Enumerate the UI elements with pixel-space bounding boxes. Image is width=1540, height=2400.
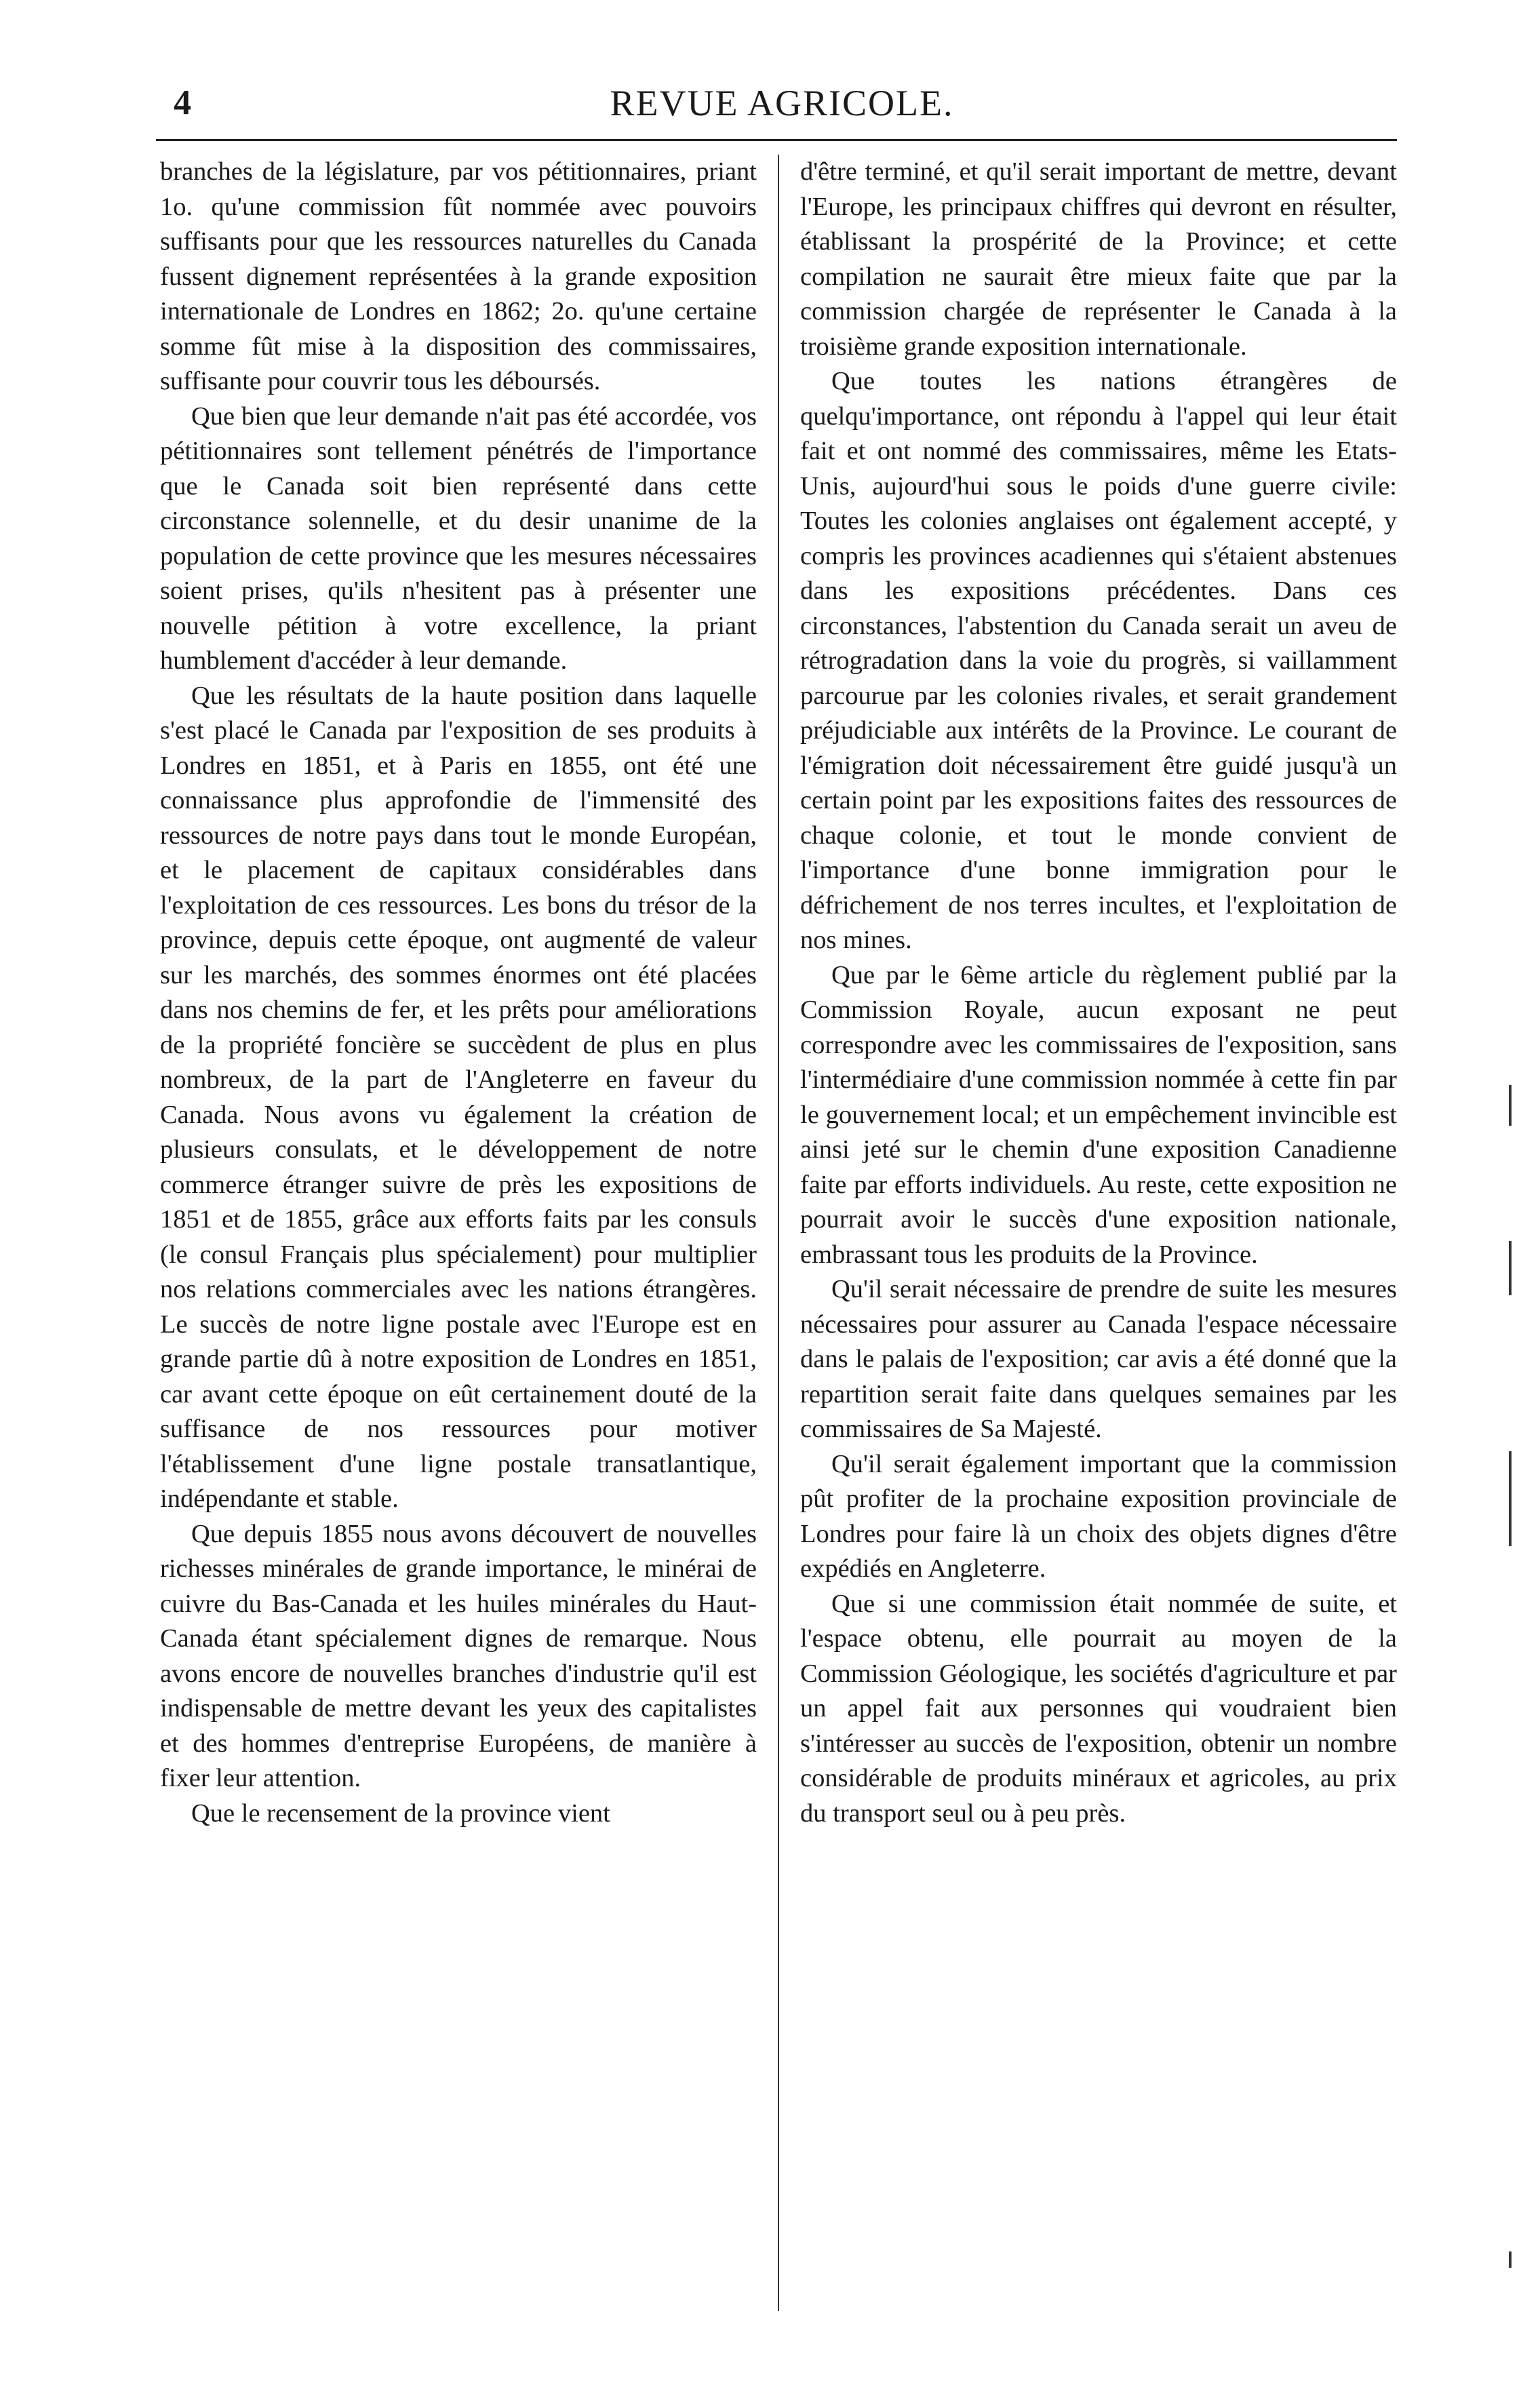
paragraph: Que le recensement de la province vient — [191, 1798, 610, 1828]
paragraph: Que si une commission était nommée de suite, et l'espace obtenu, elle pourrait au moyen de la Commission Géologique, les sociétés d'agriculture et par un appel fait aux personnes qui voudraient bien s'intéresser au succès de l'exposition, obtenir un nombre considérable de produits minéraux et agricoles, au prix du transport seul ou à peu près. — [800, 1589, 1397, 1828]
paragraph: Que bien que leur demande n'ait pas été accordée, vos pétitionnaires sont tellement pénétrés de l'importance que le Canada soit bien représenté dans cette circonstance solennelle, et du desir unanime de la population de cette province que les mesures nécessaires soient prises, qu'ils n'hesitent pas à présenter une nouvelle pétition à votre excellence, la priant humblement d'accéder à leur demande. — [160, 401, 757, 675]
paragraph: Que depuis 1855 nous avons découvert de nouvelles richesses minérales de grande importance, le minérai de cuivre du Bas-Canada et les huiles minérales du Haut-Canada étant spécialement dignes de remarque. Nous avons encore de nouvelles branches d'industrie qu'il est indispensable de mettre devant les yeux des capitalistes et des hommes d'entreprise Européens, de manière à fixer leur attention. — [160, 1519, 757, 1792]
scan-edge-marks — [1509, 1085, 1522, 2306]
scan-mark — [1509, 2251, 1512, 2268]
running-title: REVUE AGRICOLE. — [610, 83, 954, 123]
paragraph: Qu'il serait également important que la commission pût profiter de la prochaine exposition provinciale de Londres pour faire là un choix des objets dignes d'être expédiés en Angleterre. — [800, 1449, 1397, 1583]
right-column — [800, 155, 1397, 2325]
left-column — [160, 155, 757, 2325]
paragraph: d'être terminé, et qu'il serait important de mettre, devant l'Europe, les principaux chiffres qui devront en résulter, établissant la prospérité de la Province; et cette compilation ne saurait être mieux faite que par la commission chargée de représenter le Canada à la troisième grande exposition internationale. — [800, 157, 1397, 361]
paragraph: Que toutes les nations étrangères de quelqu'importance, ont répondu à l'appel qui leur était fait et ont nommé des commissaires, même les Etats-Unis, aujourd'hui sous le poids d'une guerre civile: Toutes les colonies anglaises ont également accepté, y compris les provinces acadiennes qui s'étaient abstenues dans les expositions précédentes. Dans ces circonstances, l'abstention du Canada serait un aveu de rétrogradation dans la voie du progrès, si vaillamment parcourue par les colonies rivales, et serait grandement préjudiciable aux intérêts de la Province. Le courant de l'émigration doit nécessairement être guidé jusqu'à un certain point par les expositions faites des ressources de chaque colonie, et tout le monde convient de l'importance d'une bonne immigration pour le défrichement de nos terres incultes, et l'exploitation de nos mines. — [800, 367, 1397, 954]
column-divider — [778, 155, 779, 2311]
page-header — [161, 80, 1402, 134]
scan-mark — [1509, 1451, 1512, 1546]
page-number: 4 — [174, 83, 191, 122]
paragraph: Qu'il serait nécessaire de prendre de suite les mesures nécessaires pour assurer au Canada l'espace nécessaire dans le palais de l'exposition; car avis a été donné que la repartition serait faite dans quelques semaines par les commissaires de Sa Majesté. — [800, 1275, 1397, 1443]
paragraph: branches de la législature, par vos pétitionnaires, priant 1o. qu'une commission fût nommée avec pouvoirs suffisants pour que les ressources naturelles du Canada fussent dignement représentées à la grande exposition internationale de Londres en 1862; 2o. qu'une certaine somme fût mise à la disposition des commissaires, suffisante pour couvrir tous les déboursés. — [160, 157, 757, 395]
scan-mark — [1509, 1085, 1512, 1126]
paragraph: Que par le 6ème article du règlement publié par la Commission Royale, aucun exposant ne peut correspondre avec les commissaires de l'exposition, sans l'intermédiaire d'une commission nommée à cette fin par le gouvernement local; et un empêchement invincible est ainsi jeté sur le chemin d'une exposition Canadienne faite par efforts individuels. Au reste, cette exposition ne pourrait avoir le succès d'une exposition nationale, embrassant tous les produits de la Province. — [800, 960, 1397, 1269]
header-rule — [156, 139, 1397, 141]
paragraph: Que les résultats de la haute position dans laquelle s'est placé le Canada par l'exposition de ses produits à Londres en 1851, et à Paris en 1855, ont été une connaissance plus approfondie de l'immensité des ressources de notre pays dans tout le monde Européan, et le placement de capitaux considérables dans l'exploitation de ces ressources. Les bons du trésor de la province, depuis cette époque, ont augmenté de valeur sur les marchés, des sommes énormes ont été placées dans nos chemins de fer, et les prêts pour améliorations de la propriété foncière se succèdent de plus en plus nombreux, de la part de l'Angleterre en faveur du Canada. Nous avons vu également la création de plusieurs consulats, et le développement de notre commerce étranger suivre de près les expositions de 1851 et de 1855, grâce aux efforts faits par les consuls (le consul Français plus spécialement) pour multiplier nos relations commerciales avec les nations étrangères. Le succès de notre ligne postale avec l'Europe est en grande partie dû à notre exposition de Londres en 1851, car avant cette époque on eût certainement douté de la suffisance de nos ressources pour motiver l'établissement d'une ligne postale transatlantique, indépendante et stable. — [160, 681, 757, 1513]
scan-mark — [1509, 1241, 1512, 1295]
